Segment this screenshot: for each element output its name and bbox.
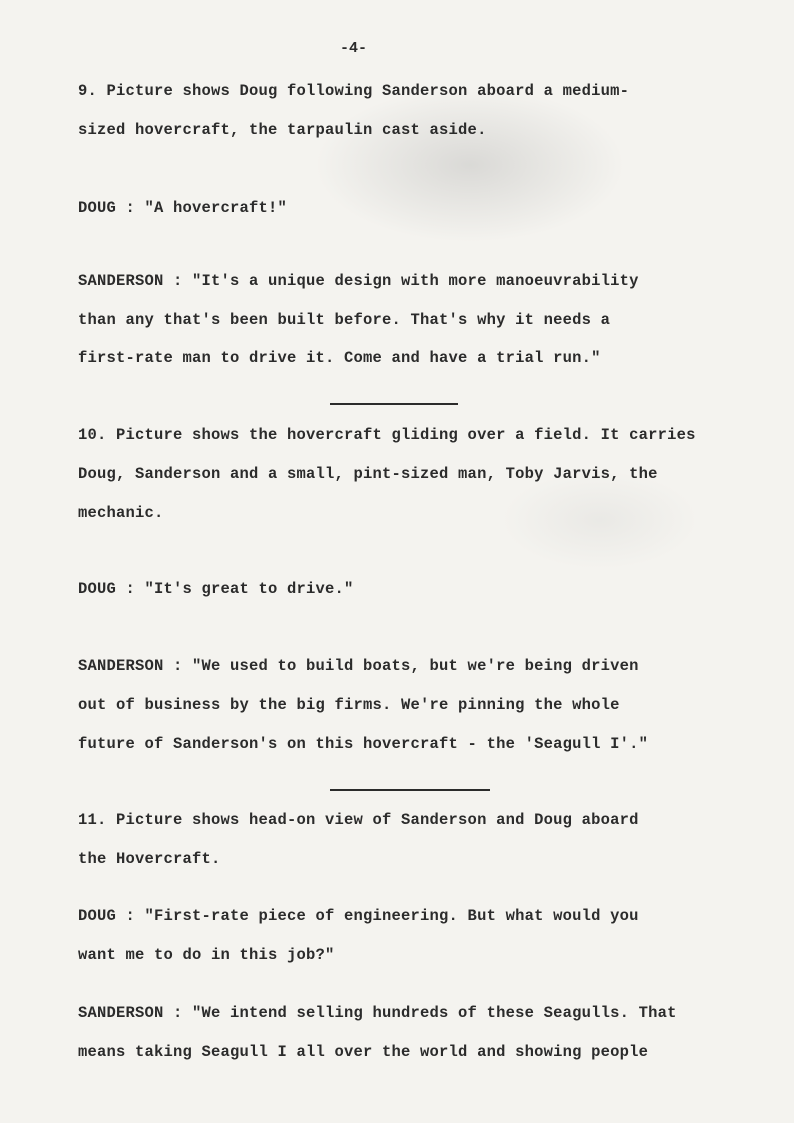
sanderson-dialogue-2-line-3: future of Sanderson's on this hovercraft - the 'Seagull I'." [78,735,649,753]
sanderson-dialogue-1-line-3: first-rate man to drive it. Come and have a trial run." [78,349,601,367]
scene-11-line-1: 11. Picture shows head-on view of Sanderson and Doug aboard [78,811,639,829]
section-divider-1 [330,403,458,405]
sanderson-dialogue-3-line-1: SANDERSON : "We intend selling hundreds of these Seagulls. That [78,1004,677,1022]
scene-9-line-1: 9. Picture shows Doug following Sanderson aboard a medium- [78,82,630,100]
doug-dialogue-3-line-1: DOUG : "First-rate piece of engineering. But what would you [78,907,639,925]
scene-10-line-1: 10. Picture shows the hovercraft gliding over a field. It carries [78,426,696,444]
sanderson-dialogue-1-line-2: than any that's been built before. That's why it needs a [78,311,611,329]
scene-10-line-3: mechanic. [78,504,164,522]
scene-11-line-2: the Hovercraft. [78,850,221,868]
doug-dialogue-2: DOUG : "It's great to drive." [78,580,354,598]
doug-dialogue-3-line-2: want me to do in this job?" [78,946,335,964]
section-divider-2 [330,789,490,791]
sanderson-dialogue-2-line-2: out of business by the big firms. We're pinning the whole [78,696,620,714]
scene-10-line-2: Doug, Sanderson and a small, pint-sized man, Toby Jarvis, the [78,465,658,483]
page-number: -4- [340,40,368,57]
doug-dialogue-1: DOUG : "A hovercraft!" [78,199,288,217]
sanderson-dialogue-2-line-1: SANDERSON : "We used to build boats, but we're being driven [78,657,639,675]
sanderson-dialogue-3-line-2: means taking Seagull I all over the world and showing people [78,1043,649,1061]
sanderson-dialogue-1-line-1: SANDERSON : "It's a unique design with more manoeuvrability [78,272,639,290]
scene-9-line-2: sized hovercraft, the tarpaulin cast aside. [78,121,487,139]
